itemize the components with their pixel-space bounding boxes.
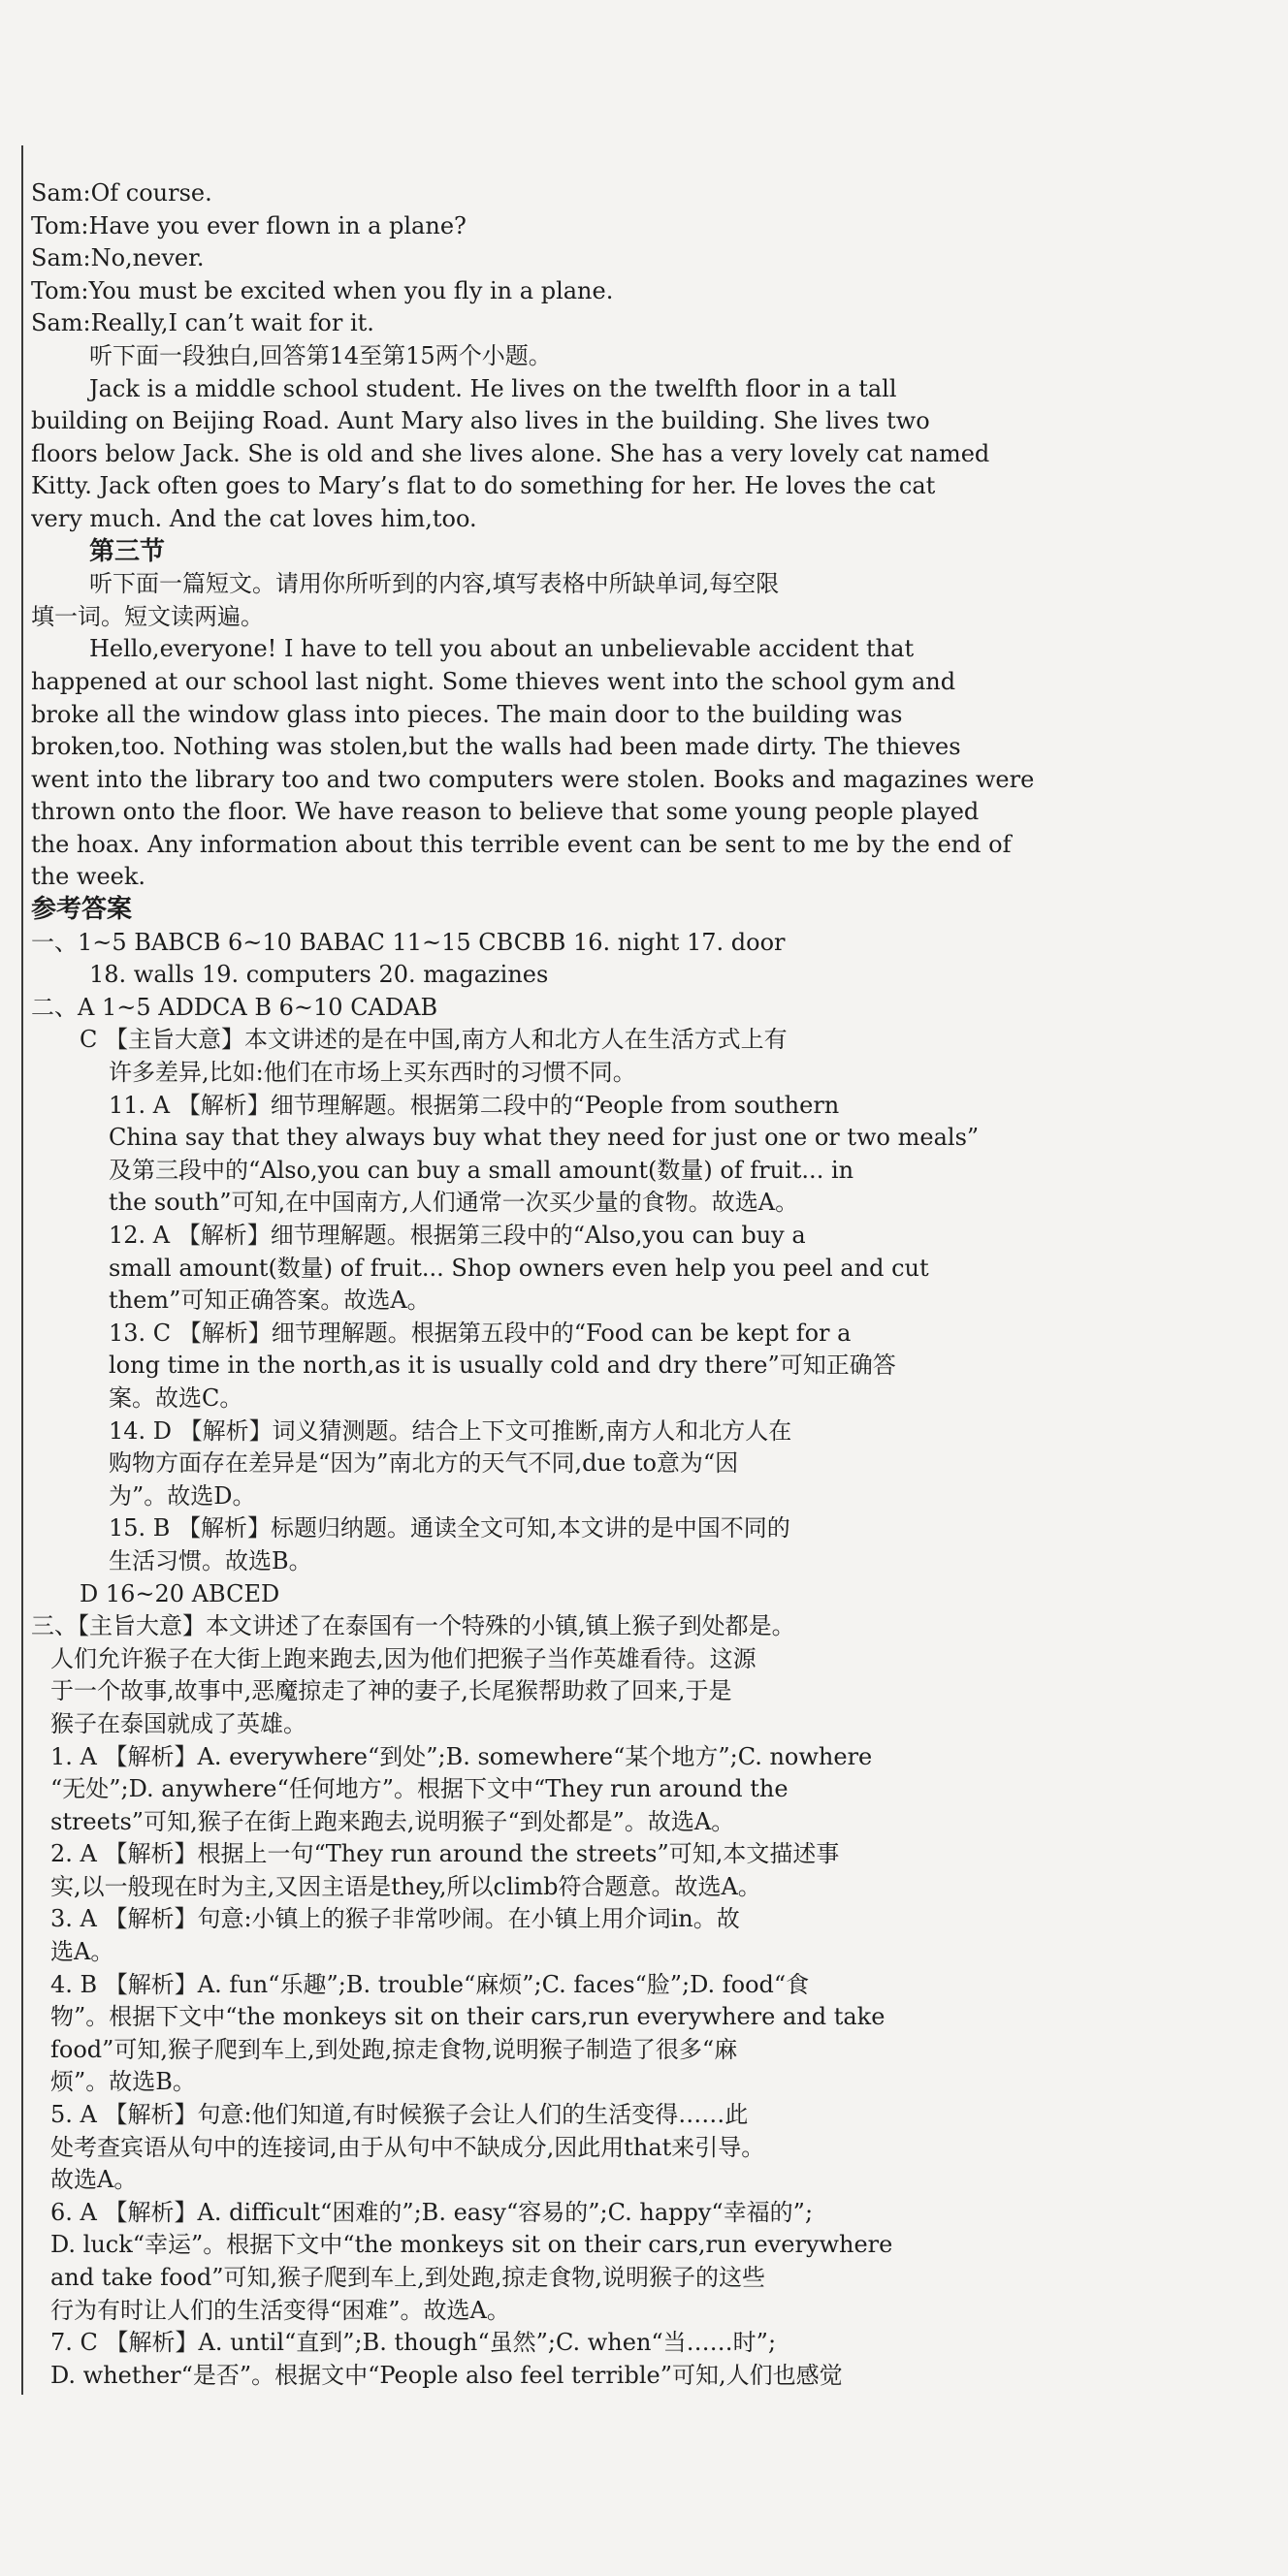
answer-line: 烦”。故选B。	[50, 2068, 196, 2096]
answer-line: 购物方面存在差异是“因为”南北方的天气不同,due to意为“因	[109, 1449, 739, 1478]
passage-line: happened at our school last night. Some thieves went into the school gym and	[31, 667, 956, 695]
answer-line: 13. C 【解析】细节理解题。根据第五段中的“Food can be kept for a	[109, 1319, 852, 1347]
answer-line: the south”可知,在中国南方,人们通常一次买少量的食物。故选A。	[109, 1189, 799, 1217]
answer-line: food”可知,猴子爬到车上,到处跑,掠走食物,说明猴子制造了很多“麻	[50, 2035, 738, 2063]
answer-line: 三、【主旨大意】本文讲述了在泰国有一个特殊的小镇,镇上猴子到处都是。	[31, 1612, 795, 1640]
monologue-line: floors below Jack. She is old and she lives alone. She has a very lovely cat named	[31, 439, 990, 467]
answer-line: 猴子在泰国就成了英雄。	[50, 1709, 306, 1737]
passage-line: Hello,everyone! I have to tell you about an unbelievable accident that	[89, 635, 915, 663]
answer-line: 2. A 【解析】根据上一句“They run around the streets”可知,本文描述事	[50, 1840, 840, 1868]
answer-line: 许多差异,比如:他们在市场上买东西时的习惯不同。	[109, 1059, 636, 1087]
answer-line: 于一个故事,故事中,恶魔掠走了神的妻子,长尾猴帮助救了回来,于是	[50, 1677, 732, 1705]
answer-line: 生活习惯。故选B。	[109, 1546, 312, 1574]
answer-line: 12. A 【解析】细节理解题。根据第三段中的“Also,you can buy a	[109, 1222, 806, 1249]
passage-line: the hoax. Any information about this terrible event can be sent to me by the end of	[31, 830, 1012, 858]
document-body	[31, 177, 1098, 2392]
answer-line: 4. B 【解析】A. fun“乐趣”;B. trouble“麻烦”;C. faces“脸”;D. food“食	[50, 1970, 810, 1998]
passage-line: broke all the window glass into pieces. The main door to the building was	[31, 700, 903, 728]
answer-line: D. whether“是否”。根据文中“People also feel terrible”可知,人们也感觉	[50, 2361, 843, 2389]
answer-line: 6. A 【解析】A. difficult“困难的”;B. easy“容易的”;C. happy“幸福的”;	[50, 2198, 814, 2226]
answer-line: 物”。根据下文中“the monkeys sit on their cars,run everywhere and take	[50, 2003, 886, 2031]
answer-line: them”可知正确答案。故选A。	[109, 1287, 431, 1315]
answer-line: 故选A。	[50, 2166, 138, 2194]
monologue-line: Jack is a middle school student. He lives on the twelfth floor in a tall	[89, 374, 897, 402]
dialogue-line: Tom:Have you ever flown in a plane?	[31, 211, 467, 239]
monologue-line: very much. And the cat loves him,too.	[31, 504, 477, 532]
answer-line: D 16~20 ABCED	[80, 1579, 280, 1607]
answer-line: C 【主旨大意】本文讲述的是在中国,南方人和北方人在生活方式上有	[80, 1026, 788, 1054]
dialogue-line: Sam:Of course.	[31, 179, 212, 207]
answer-line: streets”可知,猴子在街上跑来跑去,说明猴子“到处都是”。故选A。	[50, 1807, 735, 1835]
answer-line: 选A。	[50, 1938, 114, 1966]
dialogue-line: Tom:You must be excited when you fly in a plane.	[31, 276, 614, 304]
monologue-line: building on Beijing Road. Aunt Mary also lives in the building. She lives two	[31, 407, 930, 435]
answer-line: 一、1~5 BABCB 6~10 BABAC 11~15 CBCBB 16. night 17. door	[31, 928, 786, 956]
answer-line: and take food”可知,猴子爬到车上,到处跑,掠走食物,说明猴子的这些	[50, 2264, 766, 2291]
passage-line: the week.	[31, 863, 146, 891]
answer-line: 为”。故选D。	[109, 1481, 256, 1510]
passage-line: thrown onto the floor. We have reason to believe that some young people played	[31, 798, 980, 826]
monologue-line: Kitty. Jack often goes to Mary’s flat to do something for her. He loves the cat	[31, 472, 936, 500]
answer-line: 11. A 【解析】细节理解题。根据第二段中的“People from southern	[109, 1091, 840, 1119]
answer-line: 处考查宾语从句中的连接词,由于从句中不缺成分,因此用that来引导。	[50, 2133, 765, 2161]
answer-line: 18. walls 19. computers 20. magazines	[89, 961, 549, 989]
answer-line: D. luck“幸运”。根据下文中“the monkeys sit on their cars,run everywhere	[50, 2231, 893, 2259]
passage-line: broken,too. Nothing was stolen,but the walls had been made dirty. The thieves	[31, 733, 961, 761]
dialogue-line: Sam:Really,I can’t wait for it.	[31, 309, 374, 337]
instruction-line: 听下面一篇短文。请用你所听到的内容,填写表格中所缺单词,每空限	[89, 570, 780, 598]
answer-line: 行为有时让人们的生活变得“困难”。故选A。	[50, 2296, 510, 2324]
answer-line: long time in the north,as it is usually cold and dry there”可知正确答	[109, 1352, 896, 1380]
answer-line: 14. D 【解析】词义猜测题。结合上下文可推断,南方人和北方人在	[109, 1416, 792, 1445]
instruction-line: 填一词。短文读两遍。	[31, 602, 264, 630]
passage-line: went into the library too and two computers were stolen. Books and magazines were	[31, 765, 1035, 793]
answer-line: 7. C 【解析】A. until“直到”;B. though“虽然”;C. when“当……时”;	[50, 2329, 777, 2357]
answer-line: 15. B 【解析】标题归纳题。通读全文可知,本文讲的是中国不同的	[109, 1514, 790, 1542]
margin-rule	[21, 145, 23, 2395]
answer-line: 5. A 【解析】句意:他们知道,有时候猴子会让人们的生活变得……此	[50, 2101, 749, 2129]
answer-line: 人们允许猴子在大街上跑来跑去,因为他们把猴子当作英雄看待。这源	[50, 1644, 757, 1672]
answer-line: 及第三段中的“Also,you can buy a small amount(数量) of fruit... in	[109, 1156, 854, 1184]
section-heading: 第三节	[89, 536, 166, 566]
answer-line: “无处”;D. anywhere“任何地方”。根据下文中“They run around the	[50, 1775, 789, 1803]
answer-line: 实,以一般现在时为主,又因主语是they,所以climb符合题意。故选A。	[50, 1872, 761, 1900]
answer-line: China say that they always buy what they need for just one or two meals”	[109, 1124, 980, 1152]
instruction-line: 听下面一段独白,回答第14至第15两个小题。	[89, 341, 552, 369]
answer-line: small amount(数量) of fruit... Shop owners even help you peel and cut	[109, 1254, 929, 1282]
answer-key-heading: 参考答案	[31, 895, 133, 925]
dialogue-line: Sam:No,never.	[31, 244, 205, 272]
answer-line: 1. A 【解析】A. everywhere“到处”;B. somewhere“某个地方”;C. nowhere	[50, 1742, 873, 1770]
answer-line: 3. A 【解析】句意:小镇上的猴子非常吵闹。在小镇上用介词in。故	[50, 1905, 740, 1933]
answer-line: 二、A 1~5 ADDCA B 6~10 CADAB	[31, 993, 438, 1021]
answer-line: 案。故选C。	[109, 1383, 243, 1412]
